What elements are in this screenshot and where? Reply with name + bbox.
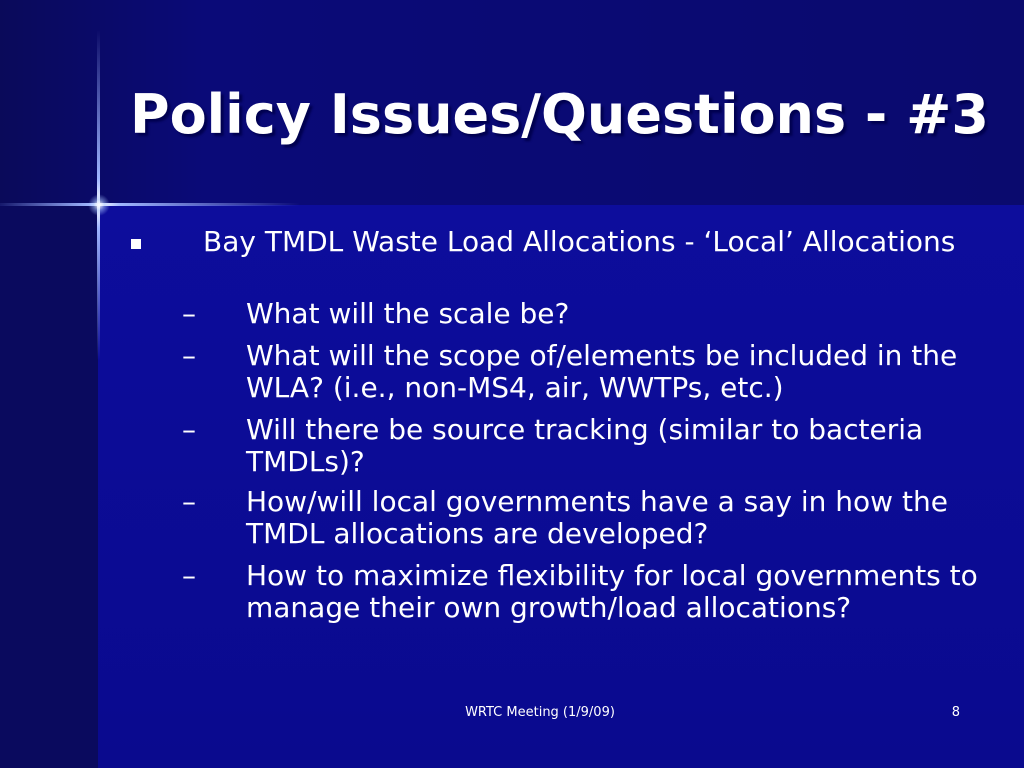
dash-marker: – (182, 413, 196, 446)
slide-number: 8 (951, 705, 960, 720)
subitem-flexibility: How to maximize flexibility for local governments to manage their own growth/load allocations? (246, 559, 978, 624)
dash-marker: – (182, 339, 196, 372)
dash-marker: – (182, 485, 196, 518)
sparkle-icon (88, 194, 110, 216)
bullet-text: Bay TMDL Waste Load Allocations - ‘Local’ Allocations (203, 225, 956, 258)
subitem-scale: What will the scale be? (246, 297, 570, 330)
square-bullet-icon (131, 239, 141, 249)
subitem-source-tracking: Will there be source tracking (similar to bacteria TMDLs)? (246, 413, 924, 478)
decorative-horizontal-line (0, 203, 300, 206)
subitem-scope: What will the scope of/elements be included in the WLA? (i.e., non-MS4, air, WWTPs, etc.) (246, 339, 958, 404)
footer-text: WRTC Meeting (1/9/09) (465, 705, 615, 720)
dash-marker: – (182, 297, 196, 330)
slide-left-band (0, 205, 98, 768)
dash-marker: – (182, 559, 196, 592)
subitem-local-say: How/will local governments have a say in how the TMDL allocations are developed? (246, 485, 948, 550)
slide-title: Policy Issues/Questions - #3 (130, 83, 989, 146)
